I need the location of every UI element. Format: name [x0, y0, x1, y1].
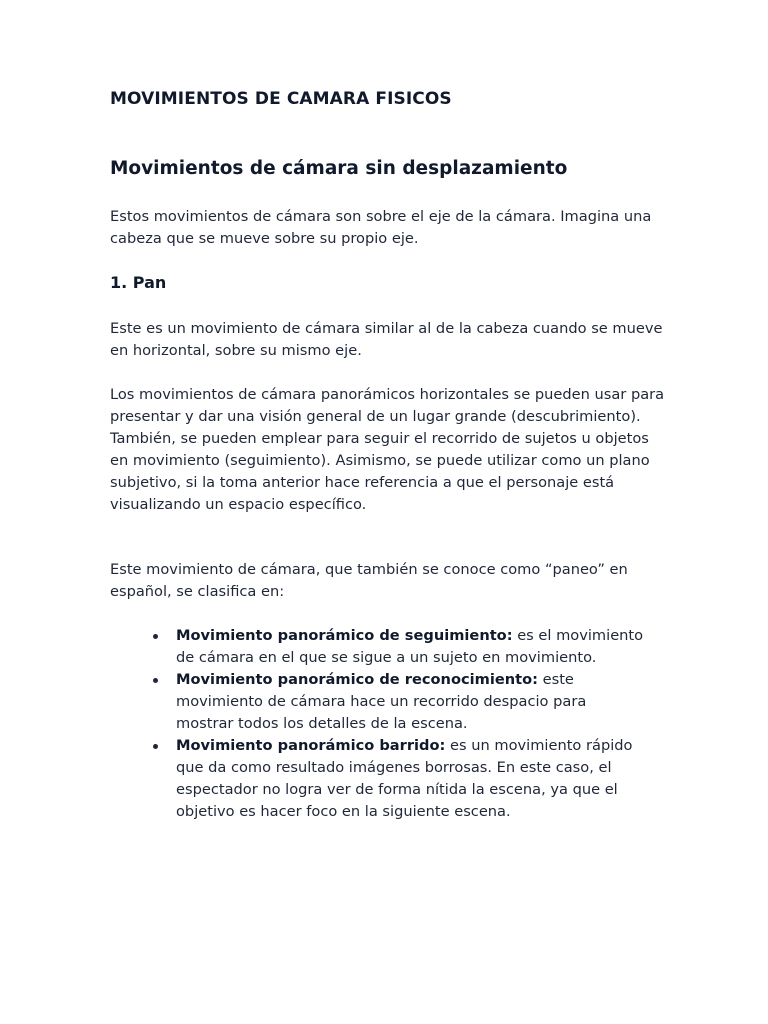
bullet-text: es el movimiento de cámara en el que se sigue a un sujeto en movimiento. — [176, 627, 644, 666]
pan-classification-paragraph: Este movimiento de cámara, que también se conoce como “paneo” en español, se clasifica en: — [110, 561, 628, 600]
bullet-term: Movimiento panorámico de reconocimiento: — [176, 671, 538, 688]
list-item — [110, 669, 646, 735]
bullet-icon — [153, 634, 158, 639]
bullet-term: Movimiento panorámico de seguimiento: — [176, 627, 513, 644]
subheading-pan: 1. Pan — [110, 273, 167, 292]
pan-types-list — [110, 625, 670, 823]
list-item — [110, 625, 646, 669]
intro-paragraph: Estos movimientos de cámara son sobre el eje de la cámara. Imagina una cabeza que se mueve sobre su propio eje. — [110, 208, 652, 247]
bullet-icon — [153, 744, 158, 749]
document-title: MOVIMIENTOS DE CAMARA FISICOS — [110, 89, 452, 109]
section-heading: Movimientos de cámara sin desplazamiento — [110, 158, 568, 179]
pan-description-paragraph: Este es un movimiento de cámara similar al de la cabeza cuando se mueve en horizontal, sobre su mismo eje. — [110, 320, 663, 359]
pan-uses-paragraph: Los movimientos de cámara panorámicos horizontales se pueden usar para presentar y dar una visión general de un lugar grande (descubrimiento). También, se pueden emplear para seguir el recorrido de sujetos u objetos en movimiento (seguimiento). Asimismo, se puede utilizar como un plano subjetivo, si la toma anterior hace referencia a que el personaje está visualizando un espacio específico. — [110, 386, 665, 513]
list-item — [110, 735, 646, 823]
bullet-text: es un movimiento rápido que da como resultado imágenes borrosas. En este caso, el espectador no logra ver de forma nítida la escena, ya que el objetivo es hacer foco en la siguiente escena. — [176, 737, 633, 820]
bullet-text: este movimiento de cámara hace un recorrido despacio para mostrar todos los detalles de la escena. — [176, 671, 587, 732]
bullet-icon — [153, 678, 158, 683]
bullet-term: Movimiento panorámico barrido: — [176, 737, 446, 754]
